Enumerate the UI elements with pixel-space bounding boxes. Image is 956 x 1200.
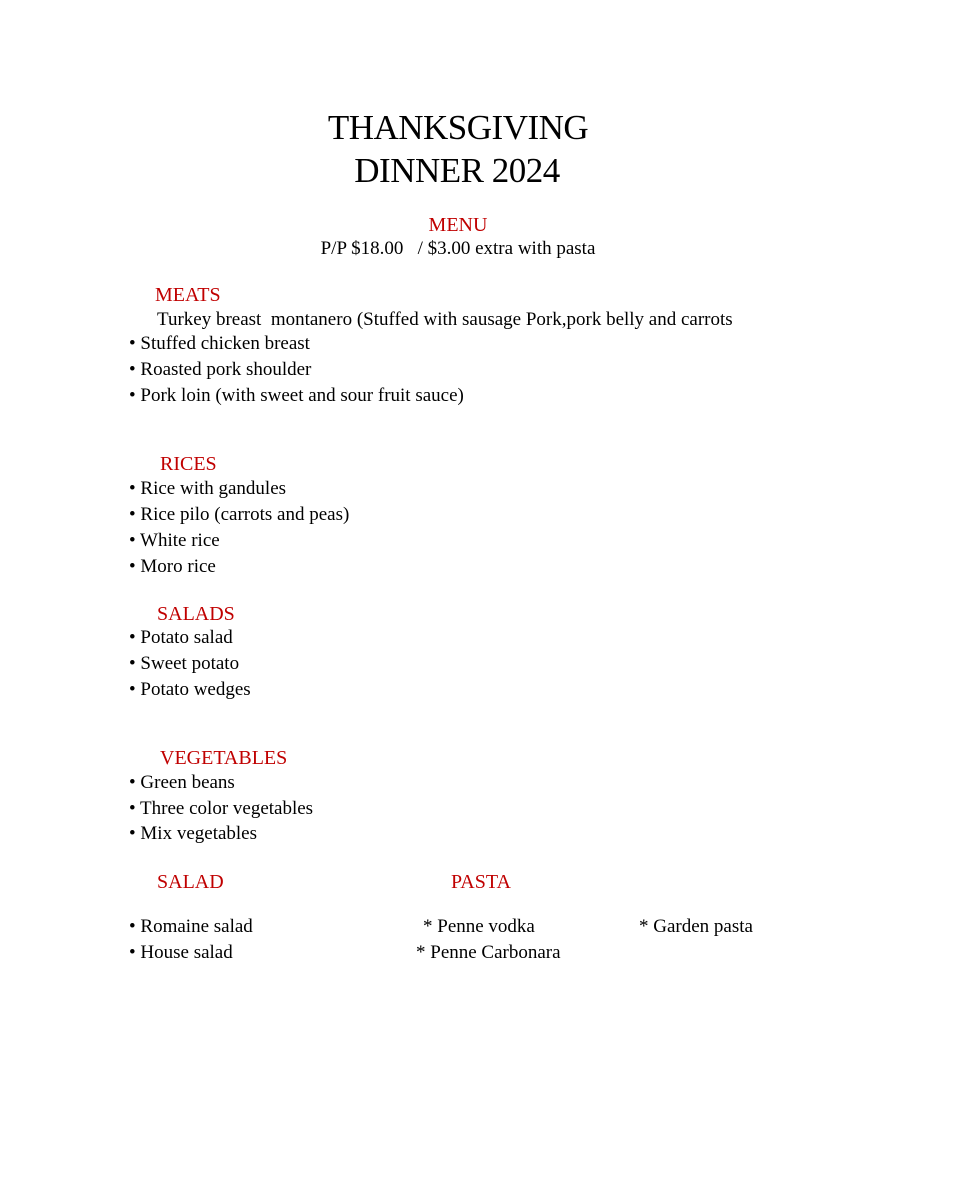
title-line-1: THANKSGIVING (327, 108, 589, 147)
vegetables-heading: VEGETABLES (160, 747, 288, 769)
rices-item: • Moro rice (129, 556, 216, 577)
salads-item: • Sweet potato (129, 653, 240, 674)
price-line: P/P $18.00 / $3.00 extra with pasta (320, 238, 596, 259)
pasta-item: * Garden pasta (639, 916, 753, 937)
rices-item: • White rice (129, 530, 220, 551)
salads-item: • Potato salad (129, 627, 233, 648)
rices-heading: RICES (160, 453, 217, 475)
meats-item: • Stuffed chicken breast (129, 333, 310, 354)
pasta-heading: PASTA (451, 871, 511, 893)
meats-heading: MEATS (155, 284, 221, 306)
salad-item: • House salad (129, 942, 233, 963)
title-line-2: DINNER 2024 (354, 151, 560, 190)
salads-item: • Potato wedges (129, 679, 251, 700)
vegetables-item: • Three color vegetables (129, 798, 314, 819)
meats-intro-line: Turkey breast montanero (Stuffed with sausage Pork,pork belly and carrots (157, 309, 733, 330)
pasta-item: * Penne Carbonara (416, 942, 561, 963)
meats-item: • Pork loin (with sweet and sour fruit sauce) (129, 385, 464, 406)
vegetables-item: • Mix vegetables (129, 823, 258, 844)
meats-item: • Roasted pork shoulder (129, 359, 312, 380)
rices-item: • Rice with gandules (129, 478, 287, 499)
menu-heading: MENU (428, 214, 488, 236)
pasta-item: * Penne vodka (423, 916, 535, 937)
vegetables-item: • Green beans (129, 772, 235, 793)
salads-heading: SALADS (157, 603, 235, 625)
salad-heading: SALAD (157, 871, 224, 893)
salad-item: • Romaine salad (129, 916, 253, 937)
rices-item: • Rice pilo (carrots and peas) (129, 504, 350, 525)
